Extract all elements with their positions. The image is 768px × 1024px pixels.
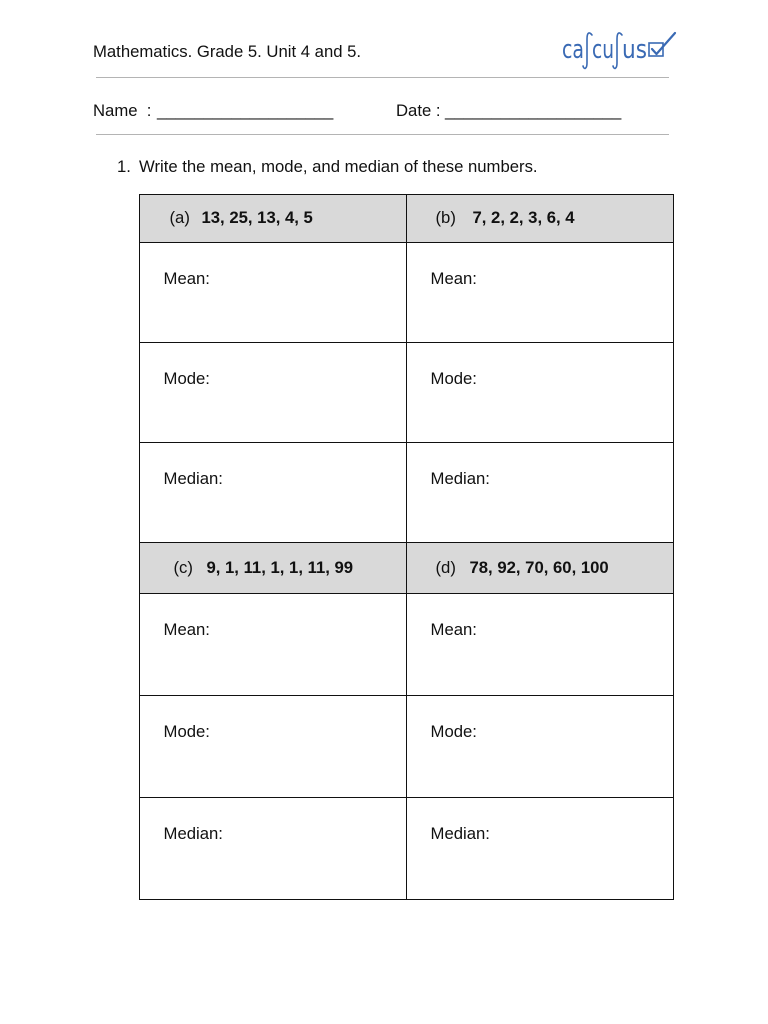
mean-label: Mean: — [163, 268, 210, 288]
problem-b-mode-cell — [407, 343, 674, 443]
median-label: Median: — [430, 823, 490, 843]
problem-letter: (b) — [435, 208, 456, 228]
problem-c-mean-cell — [140, 594, 407, 696]
median-label: Median: — [430, 468, 490, 488]
mean-label: Mean: — [163, 619, 210, 639]
header-divider — [96, 77, 669, 78]
problem-b-median-cell — [407, 443, 674, 543]
problem-letter: (a) — [169, 208, 190, 228]
name-label: Name : — [93, 101, 152, 120]
problem-c-mode-cell — [140, 696, 407, 798]
logo-letters: cu — [592, 35, 614, 65]
problem-b-header — [407, 195, 674, 243]
calculus-logo — [558, 30, 680, 72]
answer-table — [139, 194, 674, 900]
problem-numbers: 13, 25, 13, 4, 5 — [201, 208, 313, 228]
mean-label: Mean: — [430, 268, 477, 288]
problem-numbers: 7, 2, 2, 3, 6, 4 — [472, 208, 575, 228]
mode-label: Mode: — [163, 721, 210, 741]
problem-c-median-cell — [140, 798, 407, 900]
student-info-divider — [96, 134, 669, 135]
problem-d-median-cell — [407, 798, 674, 900]
calculus-logo-graphic — [558, 30, 680, 72]
problem-letter: (c) — [173, 557, 193, 577]
problem-d-mean-cell — [407, 594, 674, 696]
worksheet-title: Mathematics. Grade 5. Unit 4 and 5. — [93, 42, 362, 61]
mode-label: Mode: — [430, 368, 477, 388]
logo-integral-stroke — [613, 33, 622, 68]
problem-c-header — [140, 543, 407, 594]
problem-d-mode-cell — [407, 696, 674, 798]
problem-a-header — [140, 195, 407, 243]
date-blank-line: ___________________ — [445, 101, 622, 120]
question-text: Write the mean, mode, and median of these numbers. — [139, 157, 538, 176]
logo-letters: ca — [562, 35, 584, 65]
problem-a-mean-cell — [140, 243, 407, 343]
problem-b-mean-cell — [407, 243, 674, 343]
problem-numbers: 9, 1, 11, 1, 1, 11, 99 — [206, 557, 354, 577]
median-label: Median: — [163, 468, 223, 488]
problem-a-median-cell — [140, 443, 407, 543]
problem-a-mode-cell — [140, 343, 407, 443]
mode-label: Mode: — [163, 368, 210, 388]
mode-label: Mode: — [430, 721, 477, 741]
date-label: Date : — [396, 101, 441, 120]
name-blank-line: ___________________ — [157, 101, 334, 120]
median-label: Median: — [163, 823, 223, 843]
problem-d-header — [407, 543, 674, 594]
mean-label: Mean: — [430, 619, 477, 639]
question-number: 1. — [117, 157, 131, 176]
logo-letters: us — [622, 35, 647, 65]
problem-numbers: 78, 92, 70, 60, 100 — [469, 557, 609, 577]
logo-integral-stroke — [583, 33, 592, 68]
problem-letter: (d) — [435, 557, 456, 577]
